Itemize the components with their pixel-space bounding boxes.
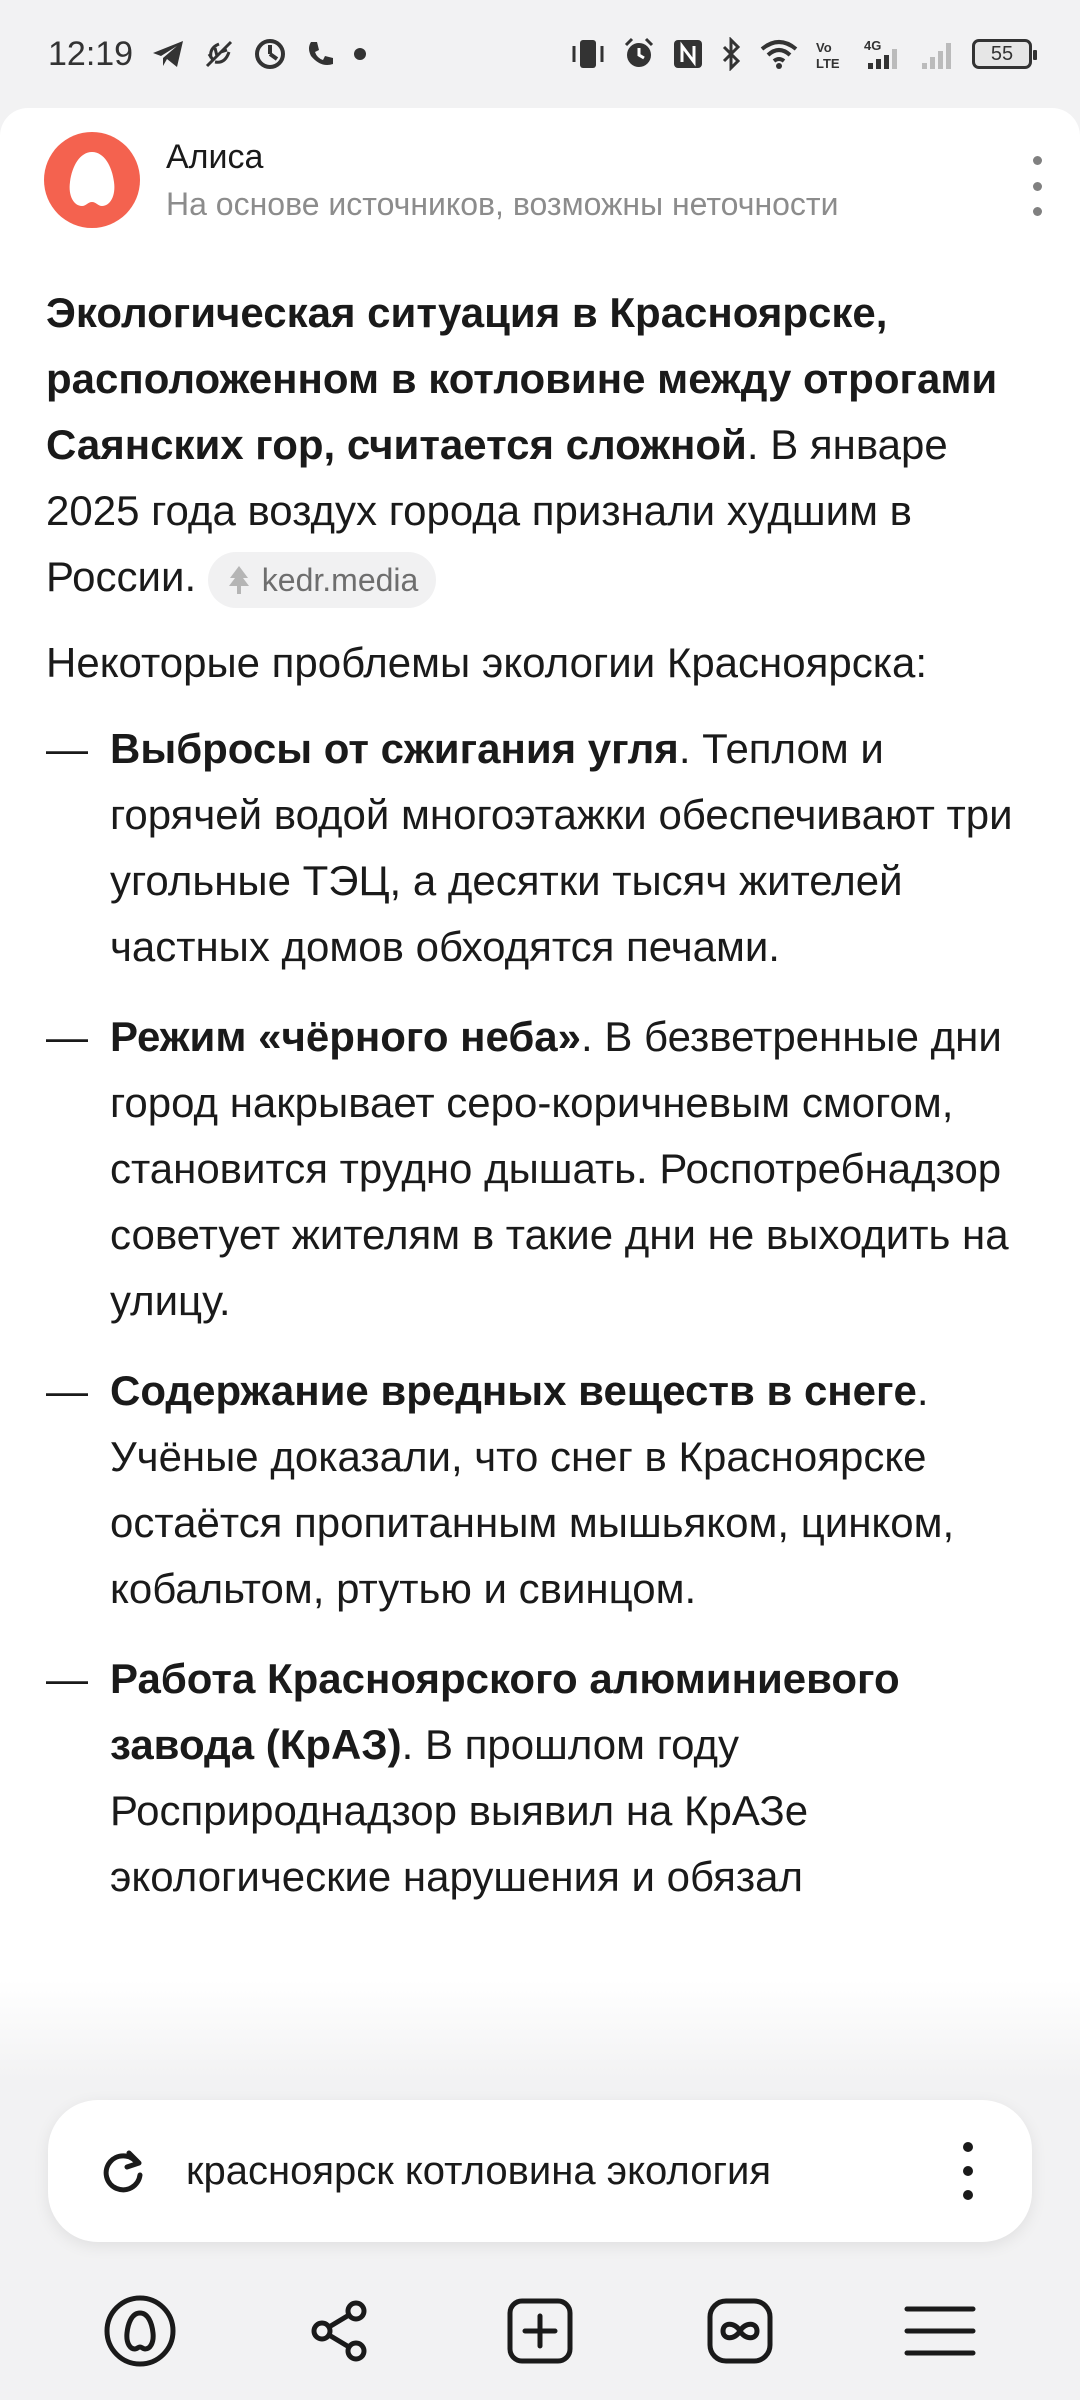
leaf-icon xyxy=(203,38,235,70)
item-title: Режим «чёрного неба» xyxy=(110,1013,581,1060)
item-title: Выбросы от сжигания угля xyxy=(110,725,679,772)
content-fade xyxy=(0,1980,1080,2080)
item-title: Работа Красноярского алюминиевого завода (КрАЗ) xyxy=(110,1655,900,1768)
list-dash: — xyxy=(46,725,88,772)
call-icon xyxy=(305,38,335,70)
telegram-icon xyxy=(151,39,185,69)
svg-text:Vo: Vo xyxy=(816,40,832,55)
bottom-navigation xyxy=(0,2262,1080,2400)
tree-icon xyxy=(226,564,252,596)
search-query-bar[interactable] xyxy=(48,2100,1032,2242)
share-button[interactable] xyxy=(295,2286,385,2376)
signal-icon xyxy=(920,37,956,71)
chat-card xyxy=(0,108,1080,2078)
sender-name: Алиса xyxy=(166,138,264,176)
alice-button[interactable] xyxy=(95,2286,185,2376)
tabs-icon xyxy=(705,2296,775,2366)
alice-avatar[interactable] xyxy=(44,132,140,228)
kebab-dot xyxy=(1033,207,1042,216)
source-label: kedr.media xyxy=(261,561,419,598)
vibrate-icon xyxy=(570,38,606,70)
item-text: . Учёные доказали, что снег в Красноярске остаётся пропитанным мышьяком, цинком, кобальтом, ртутью и свинцом. xyxy=(110,1367,955,1612)
kebab-dot xyxy=(1033,156,1042,165)
search-query-text[interactable]: красноярск котловина экология xyxy=(186,2148,772,2193)
alice-logo-icon xyxy=(44,132,140,228)
new-tab-button[interactable] xyxy=(495,2286,585,2376)
kebab-dot xyxy=(963,2142,973,2152)
menu-icon xyxy=(903,2301,977,2361)
alice-icon xyxy=(102,2293,178,2369)
problem-list xyxy=(46,716,1036,1910)
list-item xyxy=(46,1358,1036,1622)
menu-button[interactable] xyxy=(895,2286,985,2376)
bluetooth-icon xyxy=(720,37,744,71)
intro-text: . В январе 2025 года воздух города признали худшим в России. xyxy=(46,421,948,600)
list-item xyxy=(46,1004,1036,1334)
share-icon xyxy=(306,2297,374,2365)
message-header xyxy=(0,108,1080,248)
alarm-icon xyxy=(622,37,656,71)
message-more-button[interactable] xyxy=(1012,156,1062,216)
list-dash: — xyxy=(46,1013,88,1060)
wifi-icon xyxy=(760,39,798,69)
message-body xyxy=(46,280,1036,1934)
tabs-button[interactable] xyxy=(695,2286,785,2376)
signal-4g-icon xyxy=(864,37,904,71)
svg-text:4G: 4G xyxy=(864,38,882,53)
kebab-dot xyxy=(1033,182,1042,191)
refresh-icon xyxy=(97,2145,149,2197)
list-item xyxy=(46,1646,1036,1910)
battery-icon xyxy=(972,39,1032,69)
intro-paragraph xyxy=(46,280,1036,610)
status-time: 12:19 xyxy=(48,34,134,73)
source-chip[interactable] xyxy=(208,552,437,608)
volte-icon xyxy=(814,38,848,70)
item-text: . В прошлом году Росприроднадзор выявил на КрАЗе экологические нарушения и обязал xyxy=(110,1721,809,1900)
item-text: . Теплом и горячей водой многоэтажки обеспечивают три угольные ТЭЦ, а десятки тысяч жителей частных домов обходятся печами. xyxy=(110,725,1013,970)
status-bar xyxy=(0,0,1080,108)
battery-level: 55 xyxy=(990,42,1014,65)
intro-bold: Экологическая ситуация в Красноярске, расположенном в котловине между отрогами Саянских гор, считается сложной xyxy=(46,289,998,468)
refresh-button[interactable] xyxy=(88,2136,158,2206)
kebab-dot xyxy=(963,2166,973,2176)
nfc-icon xyxy=(672,38,704,70)
new-tab-icon xyxy=(505,2296,575,2366)
list-dash: — xyxy=(46,1655,88,1702)
dot-icon xyxy=(353,47,367,61)
item-title: Содержание вредных веществ в снеге xyxy=(110,1367,917,1414)
svg-text:LTE: LTE xyxy=(816,56,840,70)
sources-disclaimer: На основе источников, возможны неточности xyxy=(166,186,839,222)
timer-icon xyxy=(253,37,287,71)
list-item xyxy=(46,716,1036,980)
list-dash: — xyxy=(46,1367,88,1414)
kebab-dot xyxy=(963,2190,973,2200)
query-more-button[interactable] xyxy=(958,2142,978,2200)
lead-paragraph: Некоторые проблемы экологии Красноярска: xyxy=(46,639,928,686)
item-text: . В безветренные дни город накрывает серо-коричневым смогом, становится трудно дышать. Роспотребнадзор советует жителям в такие дни не выходить на улицу. xyxy=(110,1013,1009,1324)
